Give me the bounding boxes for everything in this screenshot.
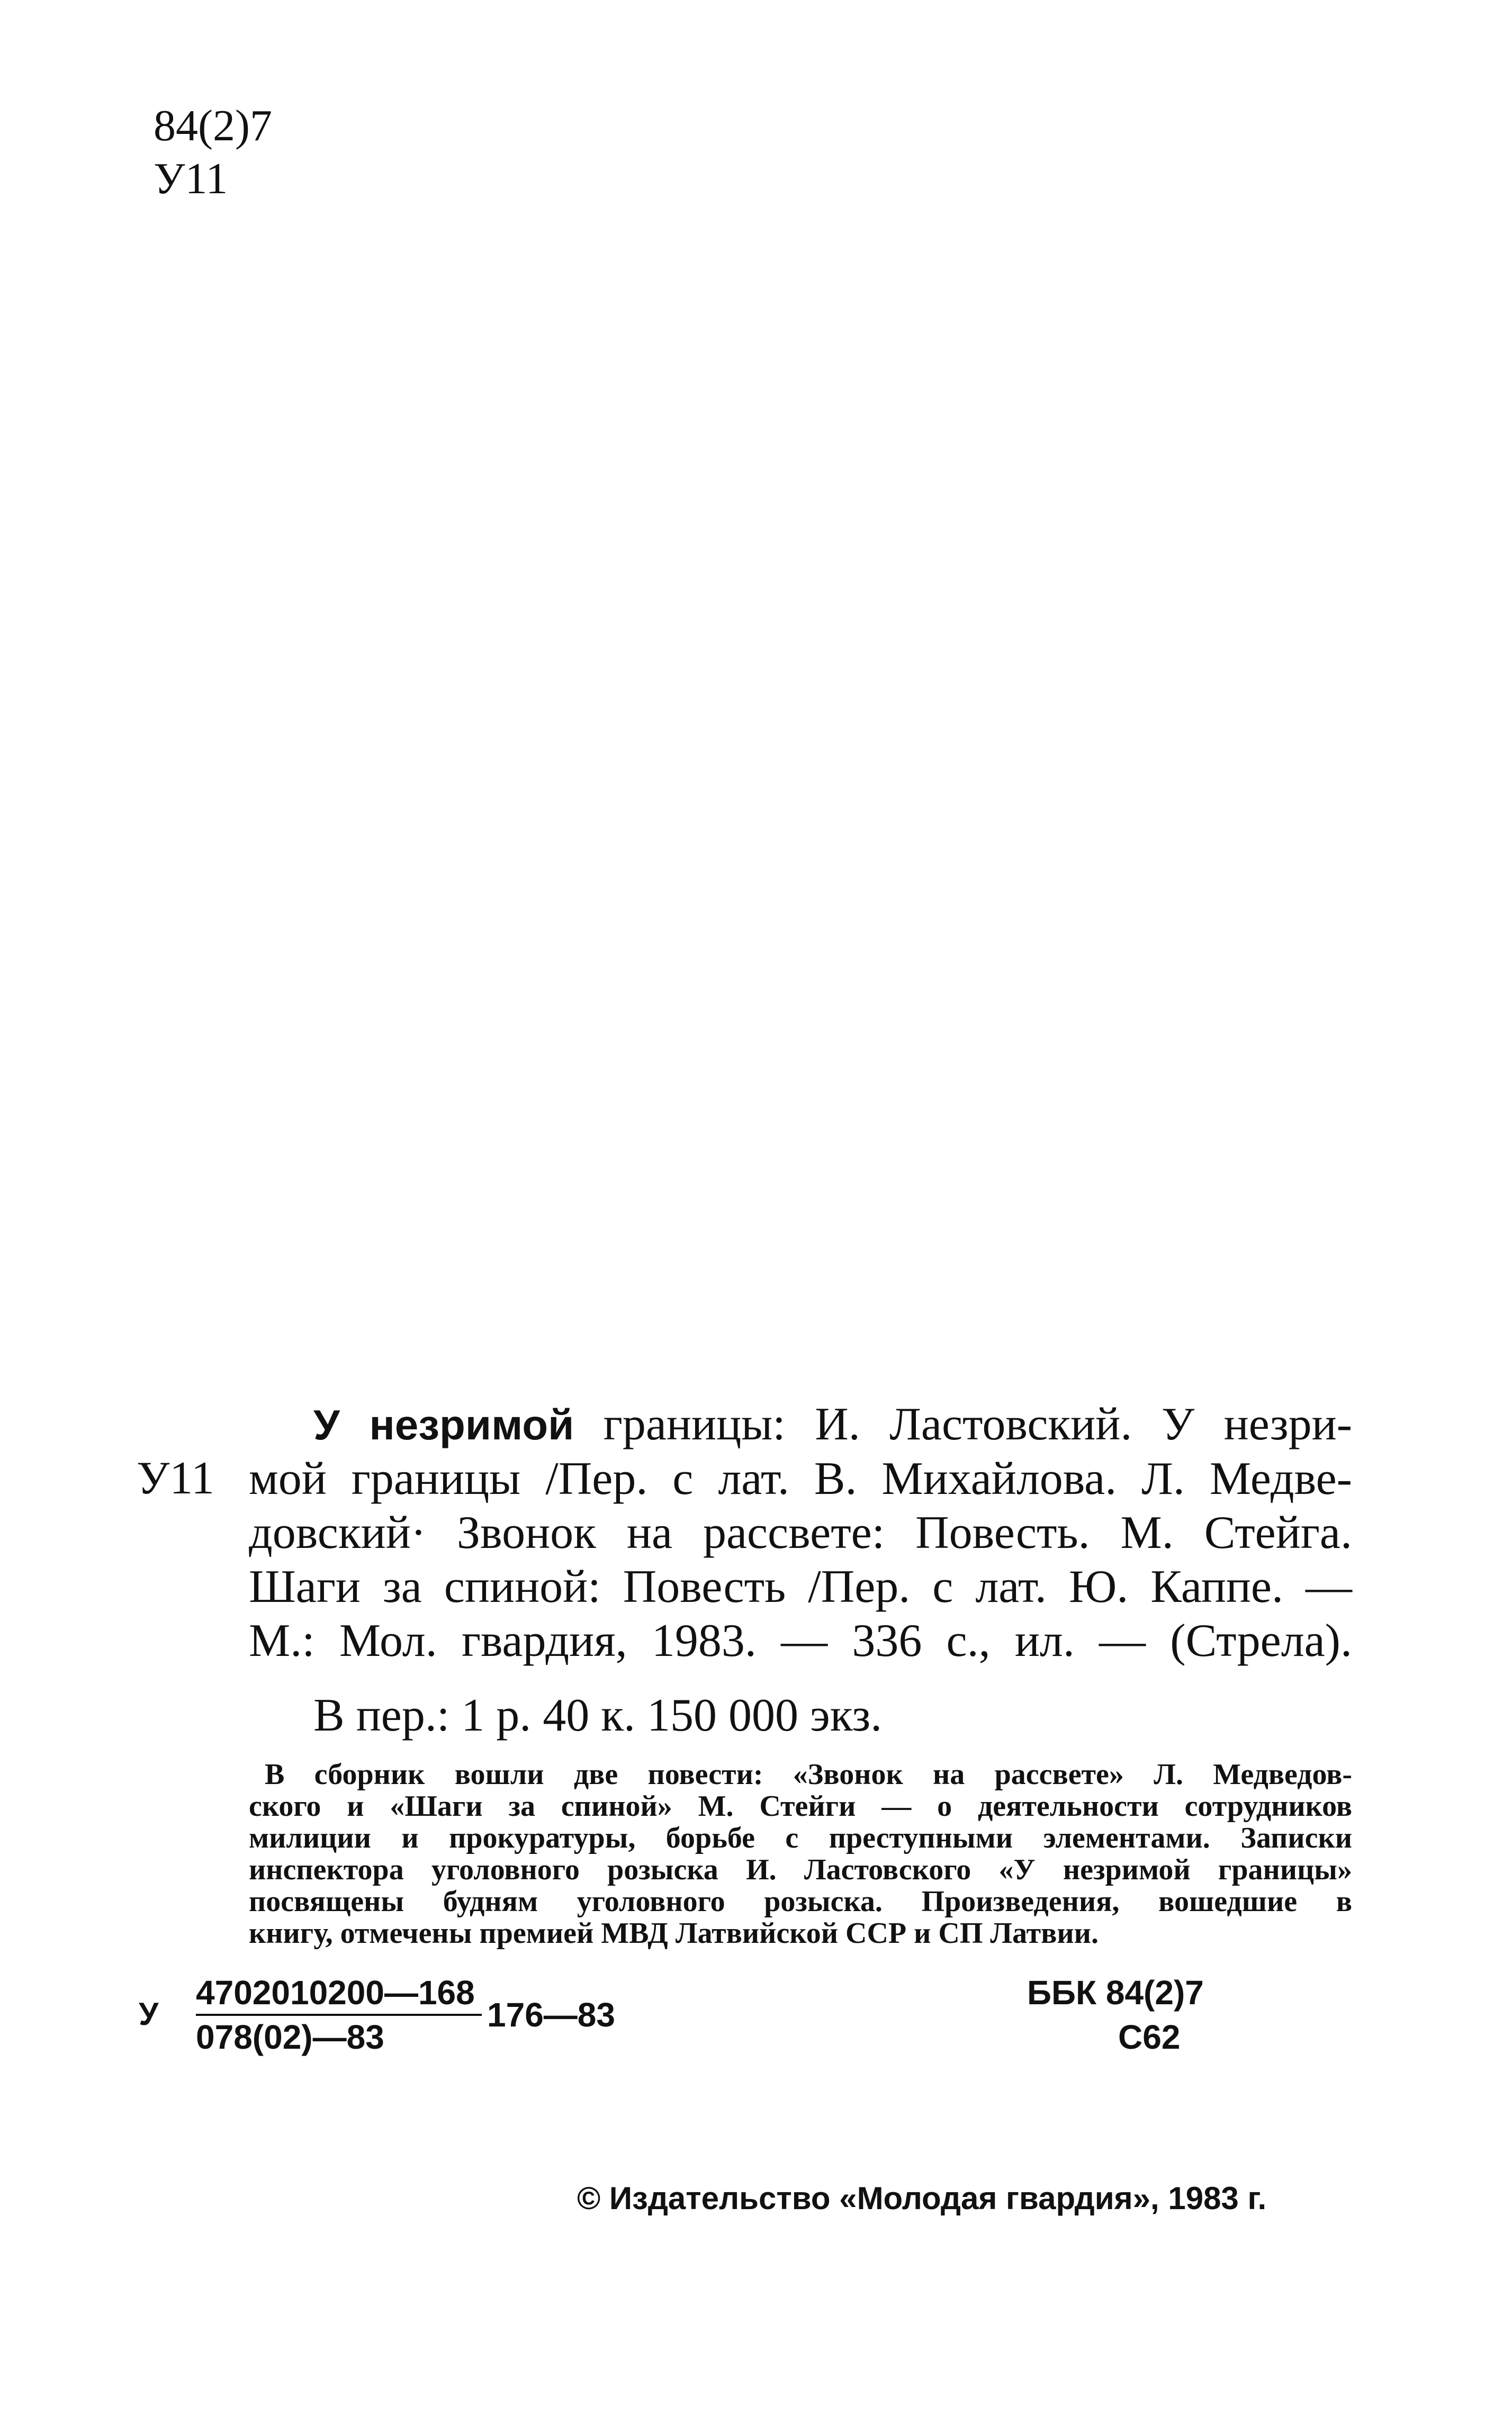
annotation-line: инспектора уголовного розыска И. Ластовского «У незримой границы» <box>249 1853 1352 1886</box>
catalogue-letter: У <box>139 1996 159 2032</box>
bbk-code: С62 <box>1118 2018 1181 2056</box>
bib-line-1-text: границы: И. Ластовский. У незри- <box>574 1399 1352 1450</box>
bib-line-3: довский· Звонок на рассвете: Повесть. М. Стейга. <box>249 1507 1352 1559</box>
catalogue-numerator: 4702010200—168 <box>196 1974 475 2012</box>
annotation <box>249 1759 1352 1949</box>
copyright-notice: © Издательство «Молодая гвардия», 1983 г. <box>577 2181 1267 2216</box>
bib-line-4: Шаги за спиной: Повесть /Пер. с лат. Ю. Каппе. — <box>249 1561 1352 1613</box>
margin-author-mark: У11 <box>137 1453 215 1504</box>
bbk-label: ББК 84(2)7 <box>1027 1974 1204 2012</box>
bibliographic-entry <box>249 1398 1352 1668</box>
bib-line-2: мой границы /Пер. с лат. В. Михайлова. Л. Медве- <box>249 1453 1352 1505</box>
catalogue-number: 176—83 <box>487 1996 615 2034</box>
book-title-bold: У незримой <box>313 1401 574 1448</box>
author-mark: У11 <box>154 154 228 203</box>
udk-code: 84(2)7 <box>154 101 272 150</box>
annotation-line: книгу, отмечены премией МВД Латвийской ССР и СП Латвии. <box>249 1917 1099 1950</box>
annotation-line: ского и «Шаги за спиной» М. Стейги — о деятельности сотрудников <box>249 1790 1352 1823</box>
fraction-bar <box>196 2014 482 2016</box>
bib-line-1 <box>249 1398 1352 1452</box>
price-and-print-run: В пер.: 1 р. 40 к. 150 000 экз. <box>313 1690 883 1741</box>
annotation-line: милиции и прокуратуры, борьбе с преступными элементами. Записки <box>249 1822 1352 1854</box>
annotation-line: посвящены будням уголовного розыска. Произведения, вошедшие в <box>249 1885 1352 1918</box>
annotation-line: В сборник вошли две повести: «Звонок на рассвете» Л. Медведов- <box>265 1758 1352 1791</box>
catalogue-denominator: 078(02)—83 <box>196 2018 384 2056</box>
bib-line-5: М.: Мол. гвардия, 1983. — 336 с., ил. — (Стрела). <box>249 1615 1352 1667</box>
